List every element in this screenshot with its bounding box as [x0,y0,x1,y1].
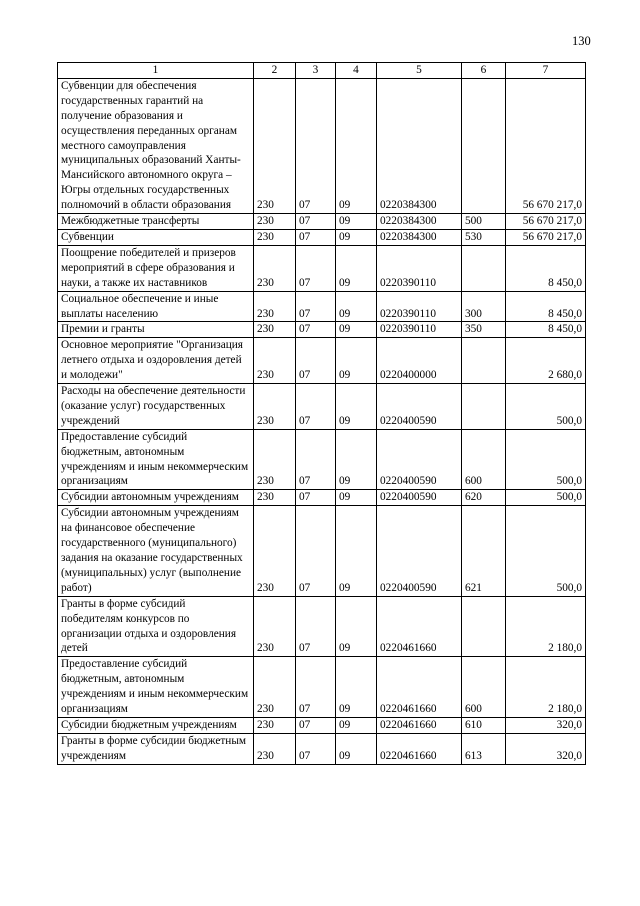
row-col-5: 0220400590 [377,490,462,506]
row-col-2: 230 [254,322,296,338]
row-col-5: 0220384300 [377,78,462,213]
header-cell-4: 4 [336,63,377,79]
header-cell-7: 7 [506,63,586,79]
row-amount: 500,0 [506,429,586,490]
row-col-6 [462,338,506,384]
row-name: Премии и гранты [58,322,254,338]
row-col-3: 07 [296,245,336,291]
row-amount: 500,0 [506,506,586,596]
header-cell-6: 6 [462,63,506,79]
row-col-3: 07 [296,214,336,230]
row-col-5: 0220461660 [377,596,462,657]
row-col-2: 230 [254,596,296,657]
row-col-6: 600 [462,657,506,718]
row-col-3: 07 [296,717,336,733]
row-col-2: 230 [254,384,296,430]
row-col-4: 09 [336,717,377,733]
row-name: Субвенции [58,229,254,245]
row-col-5: 0220461660 [377,733,462,764]
row-name: Субсидии бюджетным учреждениям [58,717,254,733]
table-row [58,322,586,338]
row-col-2: 230 [254,338,296,384]
table-row [58,717,586,733]
table-row [58,291,586,322]
row-col-6 [462,245,506,291]
row-col-3: 07 [296,596,336,657]
row-amount: 56 670 217,0 [506,78,586,213]
row-col-4: 09 [336,429,377,490]
header-cell-2: 2 [254,63,296,79]
table-row [58,384,586,430]
row-col-5: 0220384300 [377,229,462,245]
table-row [58,338,586,384]
row-amount: 8 450,0 [506,291,586,322]
row-col-3: 07 [296,506,336,596]
row-col-6: 600 [462,429,506,490]
row-amount: 8 450,0 [506,245,586,291]
row-col-2: 230 [254,733,296,764]
row-col-3: 07 [296,490,336,506]
row-name: Межбюджетные трансферты [58,214,254,230]
row-amount: 56 670 217,0 [506,229,586,245]
row-col-4: 09 [336,733,377,764]
row-col-4: 09 [336,490,377,506]
row-col-6 [462,384,506,430]
row-col-5: 0220461660 [377,657,462,718]
row-col-6: 620 [462,490,506,506]
row-col-3: 07 [296,229,336,245]
row-col-2: 230 [254,717,296,733]
row-col-3: 07 [296,338,336,384]
table-row [58,229,586,245]
row-col-3: 07 [296,733,336,764]
row-name: Гранты в форме субсидий победителям конкурсов по организации отдыха и оздоровления детей [58,596,254,657]
row-amount: 500,0 [506,384,586,430]
table-row [58,596,586,657]
row-col-2: 230 [254,657,296,718]
row-col-2: 230 [254,214,296,230]
row-col-5: 0220390110 [377,245,462,291]
row-col-2: 230 [254,78,296,213]
row-name: Социальное обеспечение и иные выплаты населению [58,291,254,322]
row-col-2: 230 [254,245,296,291]
row-col-6: 500 [462,214,506,230]
row-name: Предоставление субсидий бюджетным, автономным учреждениям и иным некоммерческим организациям [58,657,254,718]
row-col-3: 07 [296,429,336,490]
row-col-5: 0220400590 [377,384,462,430]
row-name: Поощрение победителей и призеров мероприятий в сфере образования и науки, а также их наставников [58,245,254,291]
header-cell-3: 3 [296,63,336,79]
row-col-6: 530 [462,229,506,245]
row-col-6: 350 [462,322,506,338]
row-name: Предоставление субсидий бюджетным, автономным учреждениям и иным некоммерческим организациям [58,429,254,490]
row-col-6 [462,78,506,213]
header-cell-1: 1 [58,63,254,79]
row-name: Расходы на обеспечение деятельности (оказание услуг) государственных учреждений [58,384,254,430]
row-col-4: 09 [336,291,377,322]
row-amount: 320,0 [506,717,586,733]
table-row [58,214,586,230]
row-amount: 2 180,0 [506,657,586,718]
row-col-4: 09 [336,245,377,291]
row-col-6: 300 [462,291,506,322]
page-number: 130 [572,34,591,48]
table-row [58,506,586,596]
row-amount: 2 680,0 [506,338,586,384]
row-name: Гранты в форме субсидии бюджетным учреждениям [58,733,254,764]
row-col-3: 07 [296,78,336,213]
header-cell-5: 5 [377,63,462,79]
row-name: Субсидии автономным учреждениям на финансовое обеспечение государственного (муниципального) задания на оказание государственных (муниципальных) услуг (выполнение работ) [58,506,254,596]
row-col-4: 09 [336,78,377,213]
row-name: Субсидии автономным учреждениям [58,490,254,506]
row-col-4: 09 [336,229,377,245]
row-amount: 56 670 217,0 [506,214,586,230]
row-col-4: 09 [336,384,377,430]
row-amount: 2 180,0 [506,596,586,657]
row-col-2: 230 [254,229,296,245]
row-col-2: 230 [254,490,296,506]
table-row [58,490,586,506]
table-row [58,245,586,291]
row-col-6: 621 [462,506,506,596]
row-col-4: 09 [336,338,377,384]
header-row [58,63,586,79]
row-name: Основное мероприятие "Организация летнего отдыха и оздоровления детей и молодежи" [58,338,254,384]
row-col-5: 0220400590 [377,506,462,596]
row-col-6: 610 [462,717,506,733]
row-col-4: 09 [336,657,377,718]
row-amount: 8 450,0 [506,322,586,338]
row-col-3: 07 [296,322,336,338]
row-col-5: 0220390110 [377,291,462,322]
row-col-2: 230 [254,291,296,322]
row-col-3: 07 [296,291,336,322]
row-col-6 [462,596,506,657]
row-col-2: 230 [254,429,296,490]
row-col-4: 09 [336,596,377,657]
row-name: Субвенции для обеспечения государственных гарантий на получение образования и осуществления переданных органам местного самоуправления муниципальных образований Ханты-Мансийского автономного округа – Югры отдельных государственных полномочий в области образования [58,78,254,213]
row-col-6: 613 [462,733,506,764]
row-col-5: 0220400000 [377,338,462,384]
row-col-2: 230 [254,506,296,596]
row-amount: 500,0 [506,490,586,506]
table-row [58,733,586,764]
row-col-4: 09 [336,214,377,230]
budget-table [57,62,586,765]
row-col-5: 0220461660 [377,717,462,733]
row-col-3: 07 [296,384,336,430]
row-col-3: 07 [296,657,336,718]
row-col-5: 0220384300 [377,214,462,230]
row-amount: 320,0 [506,733,586,764]
row-col-5: 0220400590 [377,429,462,490]
row-col-4: 09 [336,506,377,596]
row-col-5: 0220390110 [377,322,462,338]
table-row [58,78,586,213]
row-col-4: 09 [336,322,377,338]
table-row [58,429,586,490]
table-row [58,657,586,718]
